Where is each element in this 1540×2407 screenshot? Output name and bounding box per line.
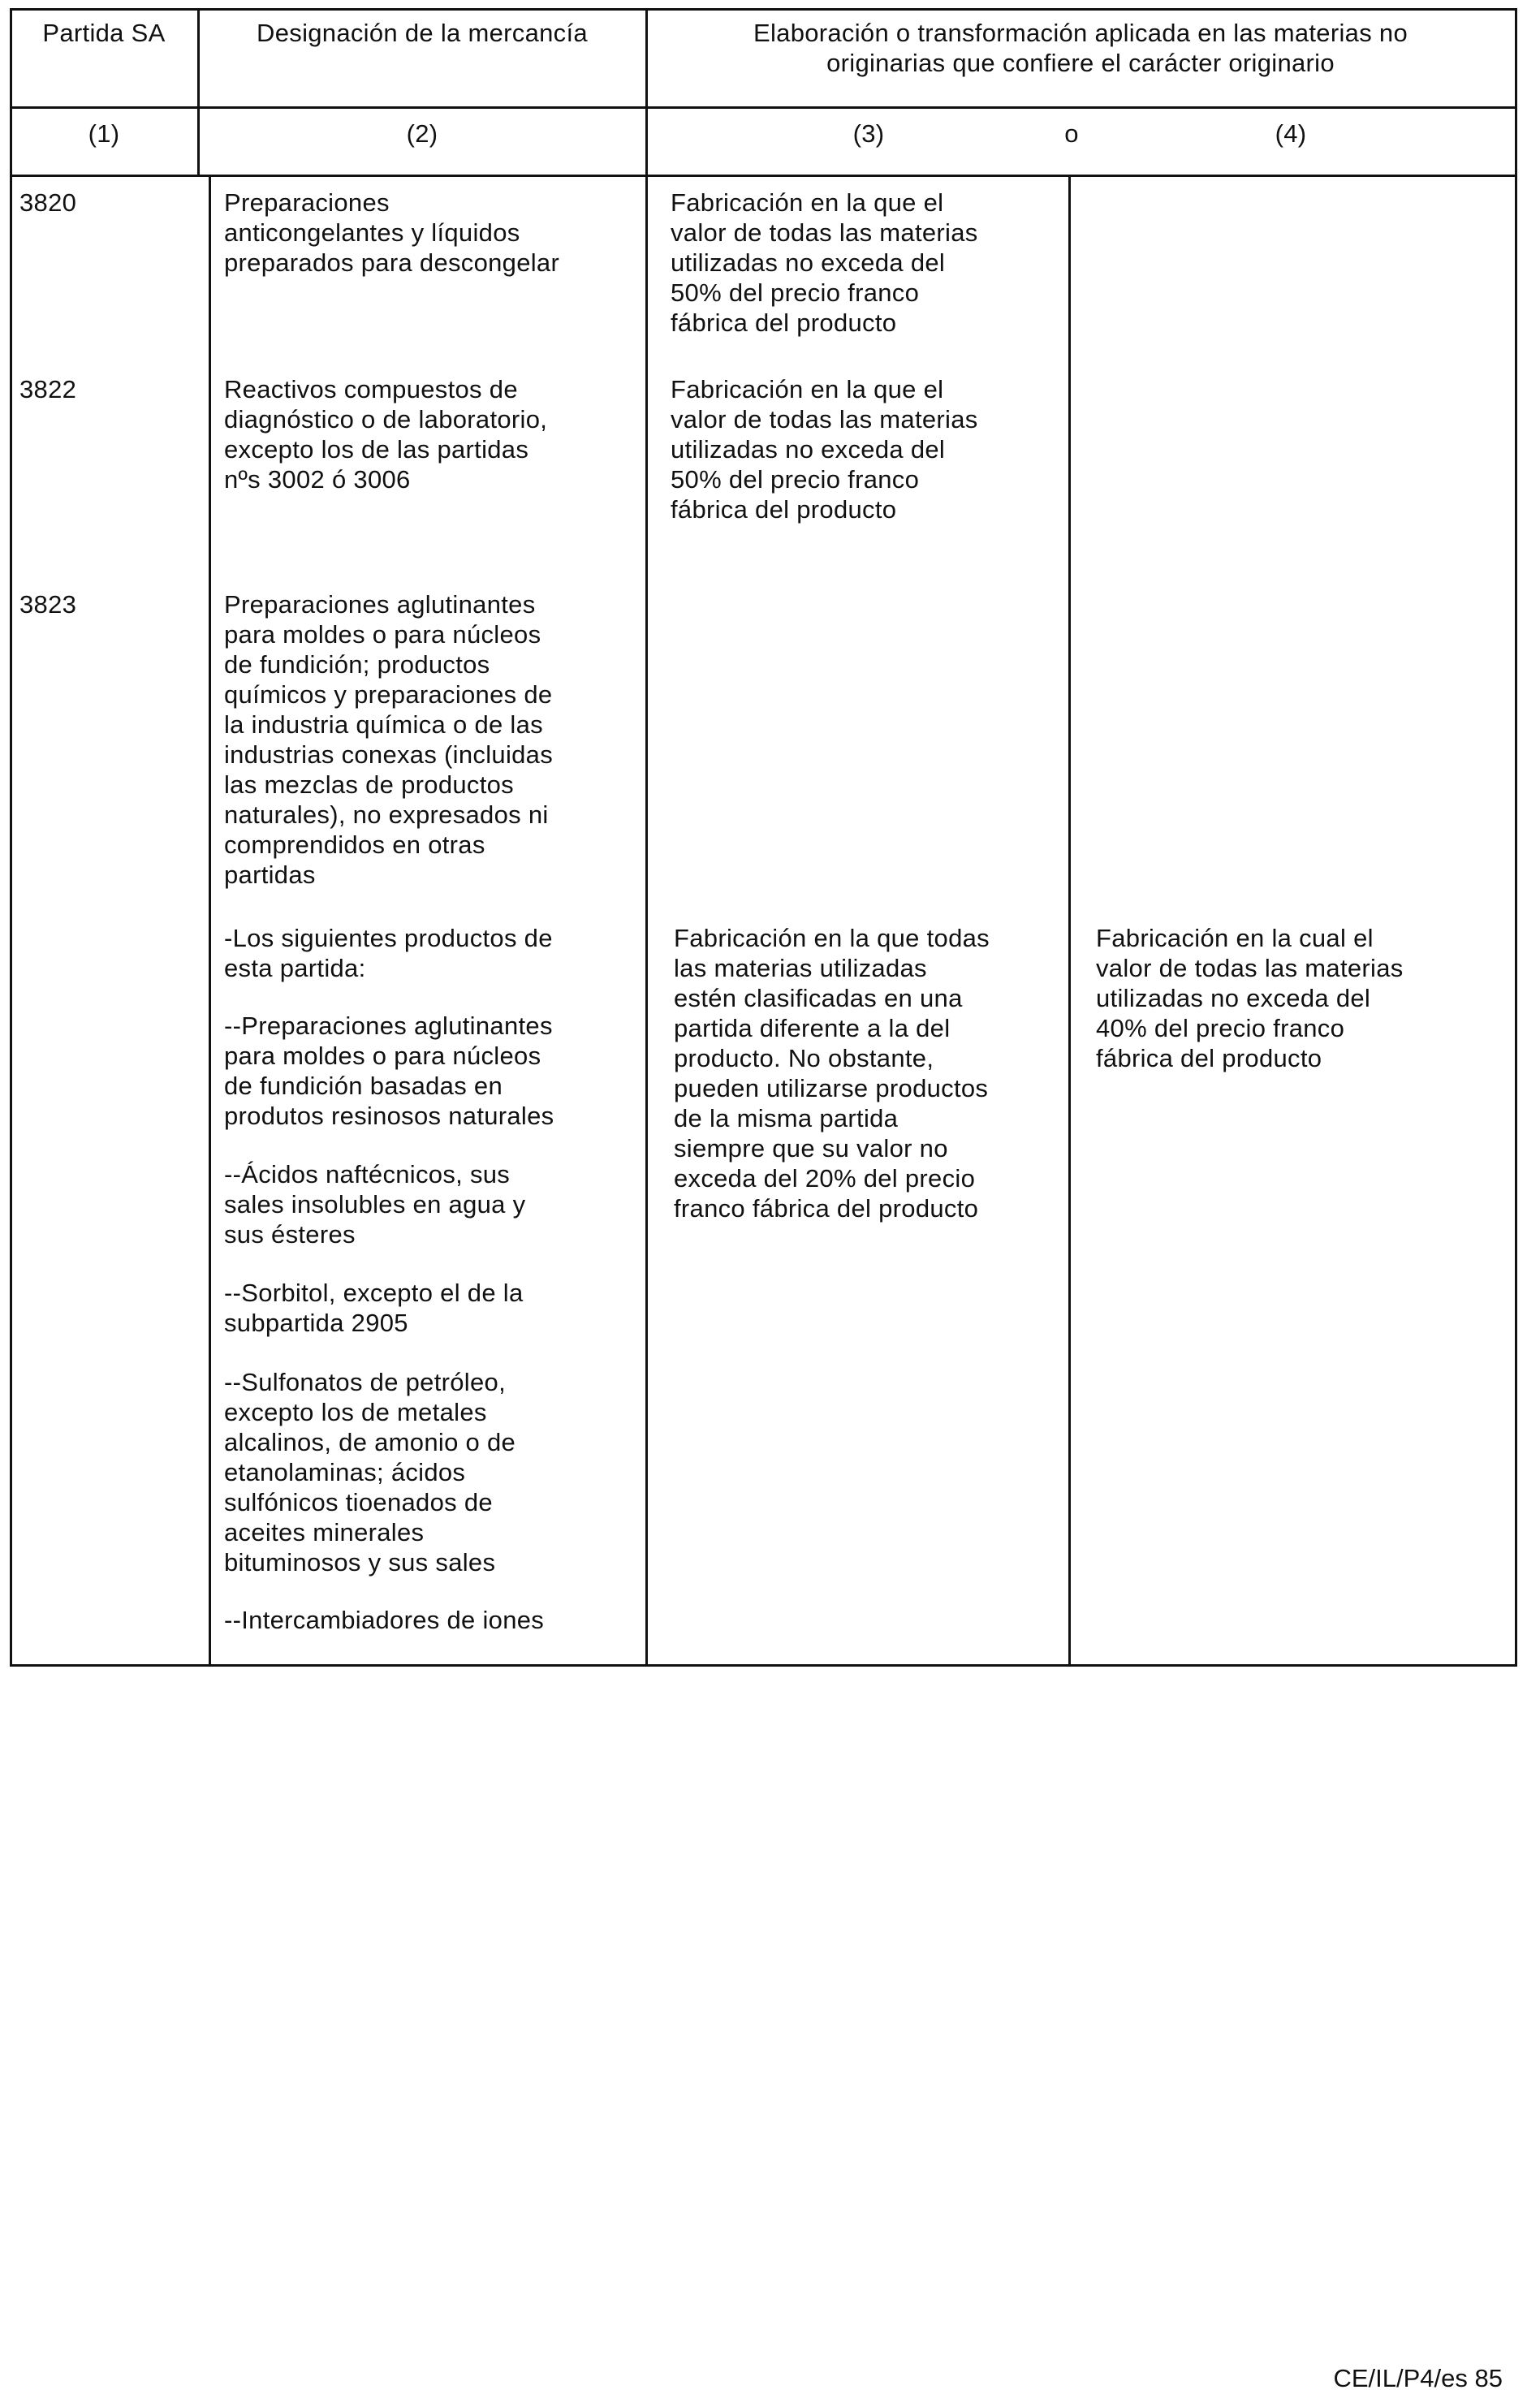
row-3820-col3: Fabricación en la que el valor de todas las materias utilizadas no exceda del 50% del precio franco fábrica del producto (671, 188, 978, 337)
column-number-4: (4) (1275, 119, 1307, 148)
subrow-item-binders: --Preparaciones aglutinantes para moldes o para núcleos de fundición basadas en produtos resinosos naturales (224, 1012, 554, 1130)
subrow-item-naphthenic-acids: --Ácidos naftécnicos, sus sales insolubles en agua y sus ésteres (224, 1160, 526, 1249)
row-3823-code: 3823 (19, 590, 77, 619)
subrow-item-sorbitol: --Sorbitol, excepto el de la subpartida 2905 (224, 1279, 524, 1337)
row-3822-code: 3822 (19, 375, 77, 403)
header-col2: Designación de la mercancía (257, 19, 588, 47)
table-left-border (10, 8, 12, 1667)
number-row-divider (10, 175, 1517, 177)
col2-divider (645, 8, 648, 1667)
col3-divider (1068, 175, 1071, 1667)
column-number-2: (2) (406, 119, 438, 148)
subrow-item-ion-exchangers: --Intercambiadores de iones (224, 1606, 545, 1634)
subrow-item-intro: -Los siguientes productos de esta partida: (224, 924, 553, 982)
row-3822-col3: Fabricación en la que el valor de todas las materias utilizadas no exceda del 50% del precio franco fábrica del producto (671, 375, 978, 524)
table-right-border (1515, 8, 1517, 1667)
column-alternative-or: o (1064, 119, 1079, 148)
header-col1: Partida SA (42, 19, 166, 47)
header-divider (10, 106, 1517, 109)
page-reference: CE/IL/P4/es 85 (1333, 2364, 1503, 2392)
col1-divider-body (209, 175, 211, 1667)
header-col34: Elaboración o transformación aplicada en las materias no originarias que confiere el carácter originario (753, 19, 1408, 77)
row-3822-designation: Reactivos compuestos de diagnóstico o de laboratorio, excepto los de las partidas nºs 3002 ó 3006 (224, 375, 548, 494)
row-3823-designation: Preparaciones aglutinantes para moldes o para núcleos de fundición; productos químicos y preparaciones de la industria química o de las industrias conexas (incluidas las mezclas de productos naturales), no expresados ni comprendidos en otras partidas (224, 590, 554, 889)
subrow-col4: Fabricación en la cual el valor de todas las materias utilizadas no exceda del 40% del precio franco fábrica del producto (1096, 924, 1404, 1072)
row-3820-code: 3820 (19, 188, 77, 217)
subrow-item-sulphonates: --Sulfonatos de petróleo, excepto los de metales alcalinos, de amonio o de etanolaminas; ácidos sulfónicos tioenados de aceites minerales bituminosos y sus sales (224, 1368, 516, 1577)
header-top-border (10, 8, 1517, 11)
column-number-3: (3) (852, 119, 885, 148)
row-3820-designation: Preparaciones anticongelantes y líquidos preparados para descongelar (224, 188, 560, 277)
subrow-col3: Fabricación en la que todas las materias utilizadas estén clasificadas en una partida diferente a la del producto. No obstante, pueden utilizarse productos de la misma partida siempre que su valor no exceda del 20% del precio franco fábrica del producto (674, 924, 990, 1223)
column-number-1: (1) (88, 119, 120, 148)
table-bottom-border (10, 1664, 1517, 1667)
